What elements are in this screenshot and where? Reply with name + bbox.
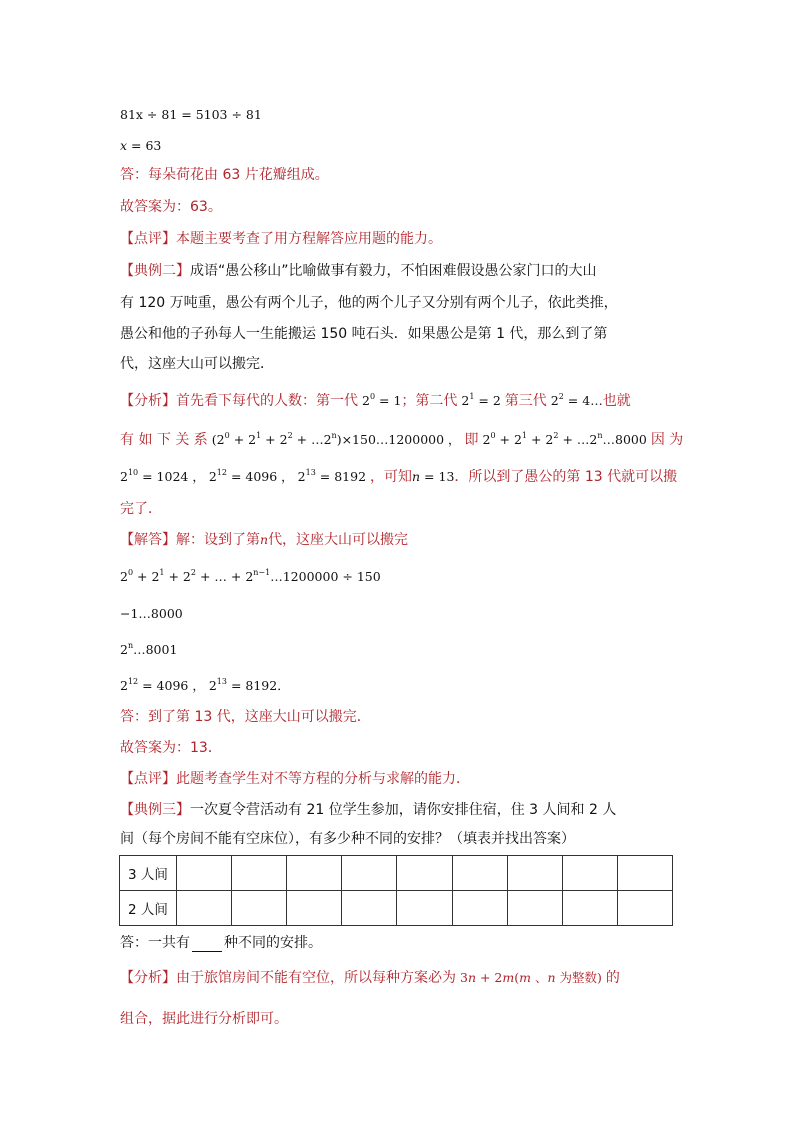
solution-line: 【解答】解：设到了第n代，这座大山可以搬完 <box>120 532 409 548</box>
table-row <box>120 891 673 926</box>
analysis-line-1: 【分析】首先看下每代的人数：第一代 $2^0 = 1$；第二代 $2^1 = 2$ 第三代 $2^2$ = 4…也就 <box>120 392 631 409</box>
analysis-text-c: 第三代 <box>504 393 547 409</box>
analysis-text-g: 因 为 <box>650 432 684 448</box>
example-3-line-2: 间（每个房间不能有空床位），有多少种不同的安排？（填表并找出答案） <box>120 831 575 847</box>
analysis-tag: 【分析】 <box>120 393 176 409</box>
table-cell[interactable] <box>342 856 397 891</box>
table-cell[interactable] <box>177 856 232 891</box>
answer-3 <box>120 934 322 952</box>
table-row <box>120 856 673 891</box>
solution-math-4: $2^{12} = 4096$ ， $2^{13} = 8192$． <box>120 677 290 693</box>
solution-text: 解：设到了第 <box>176 532 260 548</box>
table-cell[interactable] <box>287 856 342 891</box>
analysis-text-f: 即 <box>464 432 479 448</box>
solution-tag: 【解答】 <box>120 532 176 548</box>
analysis-text-i: ．所以到了愚公的第 13 代就可以搬 <box>454 469 678 485</box>
solution-math-3-tail: …8001 <box>133 642 178 657</box>
equation-line-2 <box>120 137 161 155</box>
analysis-text-h: ，可知 <box>370 469 413 485</box>
comment-2-text: 此题考查学生对不等方程的分析与求解的能力． <box>176 771 470 787</box>
analysis-text-b: ；第二代 <box>401 393 458 409</box>
equation-value: = 63 <box>127 138 162 153</box>
table-cell[interactable] <box>507 856 562 891</box>
solution-text-2: 代，这座大山可以搬完 <box>268 532 409 548</box>
comment-2-tag: 【点评】 <box>120 771 176 787</box>
answer-2: 答：到了第 13 代，这座大山可以搬完． <box>120 709 371 725</box>
table-cell[interactable] <box>232 856 287 891</box>
final-answer-2: 故答案为：13． <box>120 740 222 756</box>
comment-tag: 【点评】 <box>120 231 176 247</box>
table-cell[interactable] <box>452 856 507 891</box>
analysis-line-3: $2^{10} = 1024$ ， $2^{12} = 4096$ ， $2^{13} = 8192$ ，可知n = 13．所以到了愚公的第 13 代就可以搬 <box>120 468 678 485</box>
table-cell[interactable] <box>397 856 452 891</box>
table-cell[interactable] <box>617 856 672 891</box>
analysis-text-d: 也就 <box>602 393 631 409</box>
table-cell[interactable] <box>562 856 617 891</box>
example-3-text: 一次夏令营活动有 21 位学生参加，请你安排住宿，住 3 人间和 2 人 <box>190 802 617 818</box>
answer-3-text-b: 种不同的安排。 <box>224 935 322 951</box>
analysis-line-2: 有 如 下 关 系 ($2^0 + 2^1 + 2^2$ + $\dots 2^n)\times 150\dots 1200000$ ， 即 $2^0 + 2^1 + 2^2$ + $\dots 2^n\dots 8000$ 因 为 <box>120 431 684 448</box>
row-label-2-person: 2 人间 <box>120 891 177 926</box>
table-cell[interactable] <box>617 891 672 926</box>
comment-1 <box>120 230 442 248</box>
example-2-line-3: 愚公和他的子孙每人一生能搬运 150 吨石头．如果愚公是第 1 代，那么到了第 <box>120 326 608 342</box>
comment-2 <box>120 770 470 788</box>
solution-math-1-tail: …1200000 ÷ 150 <box>270 569 381 584</box>
example-2-text: 成语“愚公移山”比喻做事有毅力，不怕困难假设愚公家门口的大山 <box>190 263 597 279</box>
row-label-3-person: 3 人间 <box>120 856 177 891</box>
table-cell[interactable] <box>177 891 232 926</box>
table-cell[interactable] <box>452 891 507 926</box>
final-answer-1: 故答案为：63。 <box>120 199 222 215</box>
solution-math-3: 2$^n$…8001 <box>120 641 178 657</box>
solution-math-4-tail: ． <box>277 678 290 693</box>
equation-line-1: 81x ÷ 81 = 5103 ÷ 81 <box>120 107 262 122</box>
table-cell[interactable] <box>287 891 342 926</box>
analysis-line-4: 完了． <box>120 501 162 517</box>
table-cell[interactable] <box>232 891 287 926</box>
table-cell[interactable] <box>397 891 452 926</box>
solution-math-1: $2^0 + 2^1 + 2^2$ + … + $2^{n-1}\dots 1200000 \div 150$ <box>120 568 381 584</box>
example-3-tag: 【典例三】 <box>120 802 190 818</box>
analysis-text-a: 首先看下每代的人数：第一代 <box>176 393 358 409</box>
example-2-line-1 <box>120 262 597 280</box>
analysis-2-text-b: 的 <box>605 970 620 986</box>
answer-1: 答：每朵荷花由 63 片花瓣组成。 <box>120 167 329 183</box>
solution-math-2: −1…8000 <box>120 606 183 621</box>
analysis-2-text-a: 由于旅馆房间不能有空位，所以每种方案必为 <box>176 970 456 986</box>
example-2-line-4: 代，这座大山可以搬完． <box>120 356 274 372</box>
answer-3-text-a: 答：一共有 <box>120 935 190 951</box>
table-cell[interactable] <box>507 891 562 926</box>
analysis-2-line-1: 【分析】由于旅馆房间不能有空位，所以每种方案必为 3n + 2m(m 、n 为整数) 的 <box>120 970 620 986</box>
table-cell[interactable] <box>342 891 397 926</box>
answer-blank[interactable] <box>192 937 222 952</box>
analysis-2-line-2: 组合，据此进行分析即可。 <box>120 1011 288 1027</box>
table-cell[interactable] <box>562 891 617 926</box>
example-2-line-2: 有 120 万吨重，愚公有两个儿子，他的两个儿子又分别有两个儿子，依此类推， <box>120 295 618 311</box>
comment-text: 本题主要考查了用方程解答应用题的能力。 <box>176 231 442 247</box>
example-3-line-1 <box>120 801 616 819</box>
analysis-text-e: 有 如 下 关 系 <box>120 432 208 448</box>
var-x: x <box>120 138 128 153</box>
room-table <box>119 855 673 926</box>
analysis-2-tag: 【分析】 <box>120 970 176 986</box>
example-2-tag: 【典例二】 <box>120 263 190 279</box>
